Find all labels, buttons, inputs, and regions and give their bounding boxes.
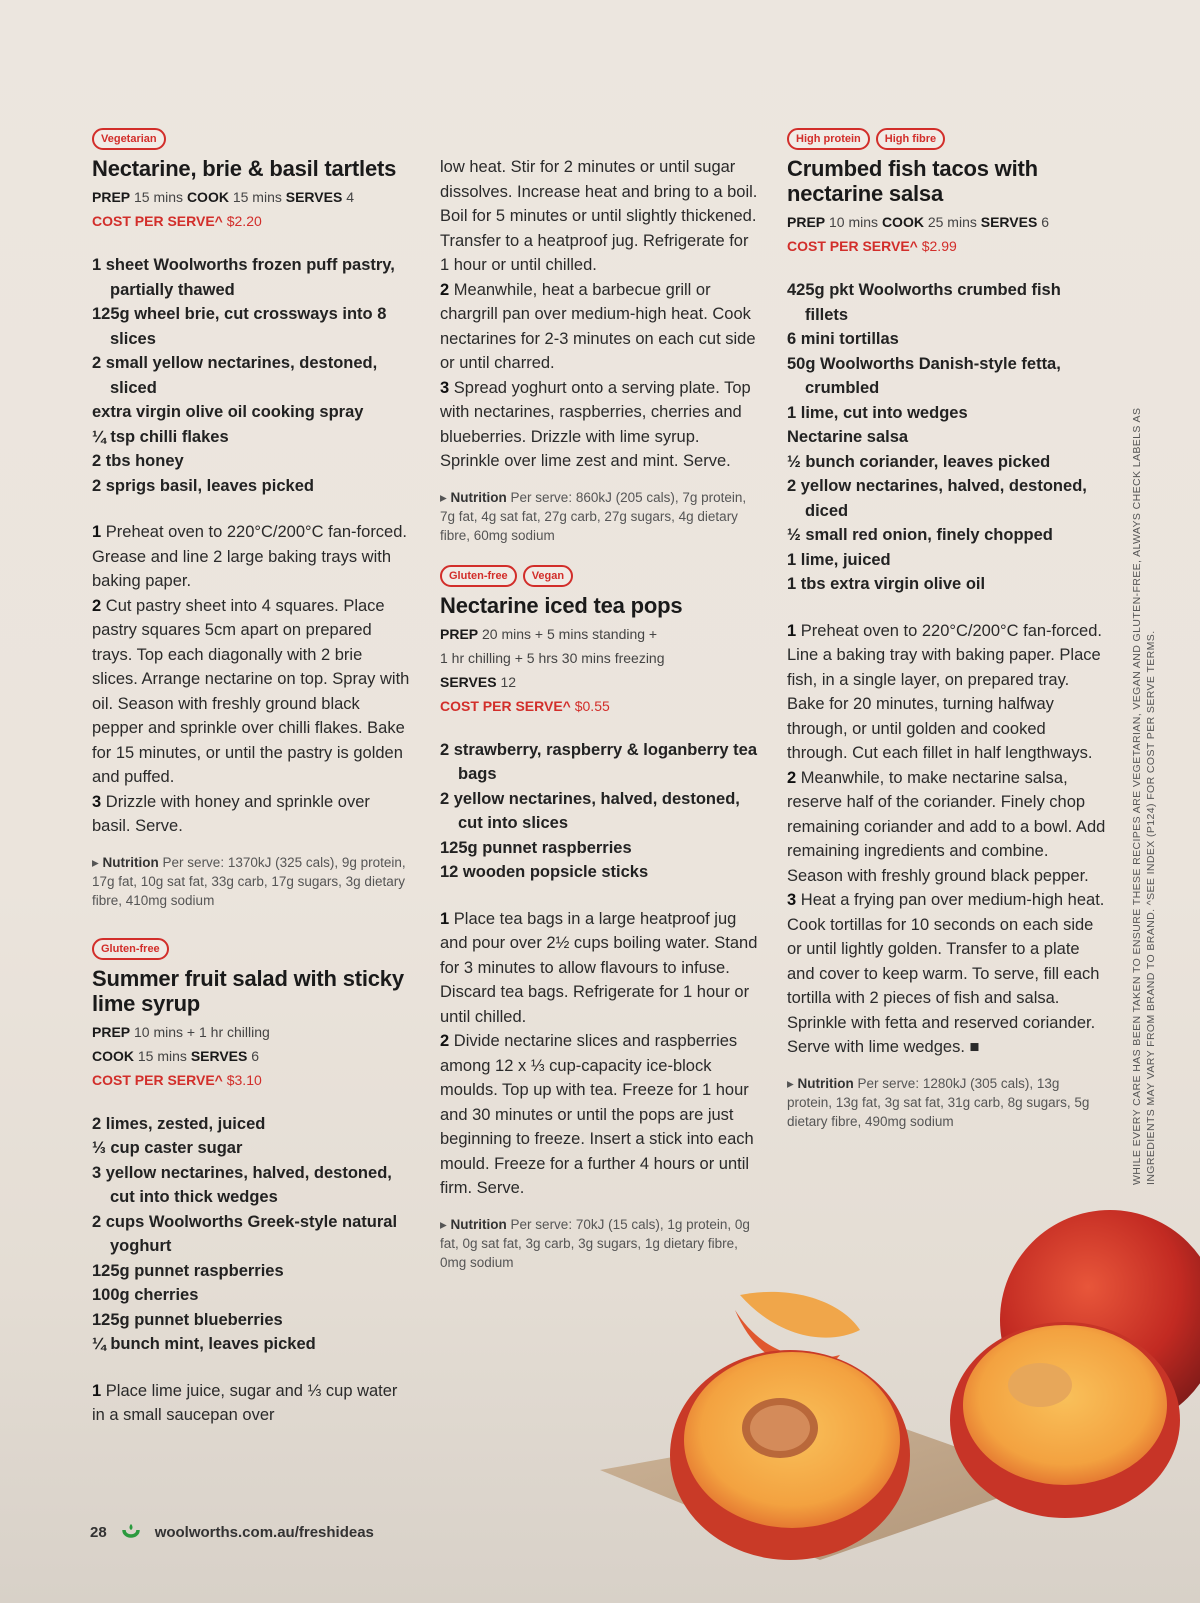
recipe-title: Crumbed fish tacos with nectarine salsa: [787, 156, 1038, 206]
ingredient: 2 yellow nectarines, halved, destoned, diced: [787, 477, 1087, 520]
ingredient: ½ bunch coriander, leaves picked: [787, 452, 1051, 471]
nutrition-info: ▸ Nutrition Per serve: 1280kJ (305 cals), 13g protein, 13g fat, 3g sat fat, 31g carb, 8g sugars, 5g dietary fibre, 490mg sodium: [787, 1075, 1090, 1129]
ingredient-list: [440, 738, 760, 885]
ingredient: 2 small yellow nectarines, destoned, sliced: [92, 354, 378, 397]
ingredient: 2 sprigs basil, leaves picked: [92, 476, 314, 495]
ingredient: 1 lime, juiced: [787, 550, 891, 569]
method-step: 2 Meanwhile, heat a barbecue grill or chargrill pan over medium-high heat. Cook nectarines for 2-3 minutes on each cut side or until charred.: [440, 280, 756, 372]
ingredient: 100g cherries: [92, 1286, 199, 1304]
recipe-meta: PREP 15 mins COOK 15 mins SERVES 4: [92, 189, 354, 205]
ingredient: 125g wheel brie, cut crossways into 8 slices: [92, 305, 387, 348]
method-step: 1 Preheat oven to 220°C/200°C fan-forced. Line a baking tray with baking paper. Place fish, in a single layer, on prepared tray. Bake for 20 minutes, turning halfway through, or until golden and cooked through. Cut each fillet in half lengthways.: [787, 621, 1102, 762]
ingredient-list: [92, 1112, 412, 1357]
ingredient-list: [92, 253, 412, 498]
recipe-meta: PREP 20 mins + 5 mins standing +: [440, 625, 658, 642]
disclaimer-note: WHILE EVERY CARE HAS BEEN TAKEN TO ENSURE THESE RECIPES ARE VEGETARIAN, VEGAN AND GLUTEN-FREE, ALWAYS CHECK LABELS AS INGREDIENTS MAY VARY FROM BRAND TO BRAND. ^SEE INDEX (P124) FOR COST PER SERVE TERMS.: [1131, 407, 1157, 1185]
column-3: [787, 128, 1107, 1131]
method: [787, 619, 1107, 1060]
tag-high-protein: High protein: [787, 128, 870, 150]
ingredient: ½ small red onion, finely chopped: [787, 526, 1053, 544]
recipe-meta: PREP 10 mins COOK 25 mins SERVES 6: [787, 214, 1049, 230]
method-step: 1 Preheat oven to 220°C/200°C fan-forced. Grease and line 2 large baking trays with baking paper.: [92, 523, 407, 590]
page-number: 28: [90, 1523, 107, 1541]
method-continued: low heat. Stir for 2 minutes or until sugar dissolves. Increase heat and bring to a boil. Boil for 5 minutes or until slightly thickened. Transfer to a heatproof jug. Refrigerate for 1 hour or until chilled. 2 Meanwhile, heat a barbecue grill or chargrill pan over medium-high heat. Cook nectarines for 2-3 minutes on each cut side or until charred. 3 Spread yoghurt onto a serving plate. Top with nectarines, raspberries, cherries and blueberries. Drizzle with lime syrup. Sprinkle over lime zest and mint. Serve.: [440, 155, 760, 474]
tag-gluten-free: Gluten-free: [440, 565, 517, 587]
ingredient: 125g punnet raspberries: [92, 1261, 284, 1280]
method: [440, 907, 760, 1201]
ingredient: 125g punnet blueberries: [92, 1310, 283, 1329]
ingredient: extra virgin olive oil cooking spray: [92, 403, 364, 421]
ingredient: 125g punnet raspberries: [440, 838, 632, 857]
method-step: 1 Place lime juice, sugar and ⅓ cup water in a small saucepan over: [92, 1381, 398, 1424]
method-step: 2 Divide nectarine slices and raspberries among 12 x ⅓ cup-capacity ice-block moulds. Top up with tea. Freeze for 1 hour and 30 minutes or until the pops are just beginning to freeze. Insert a stick into each mould. Freeze for a further 4 hours or until firm. Serve.: [440, 1032, 754, 1197]
recipe-title: Summer fruit salad with sticky lime syrup: [92, 965, 404, 1016]
column-1: [92, 128, 412, 1428]
ingredient: 425g pkt Woolworths crumbed fish fillets: [787, 281, 1061, 324]
tag-high-fibre: High fibre: [876, 128, 945, 150]
method: [92, 520, 412, 839]
ingredient-subheading: Nectarine salsa: [787, 428, 909, 446]
ingredient: 3 yellow nectarines, halved, destoned, cut into thick wedges: [92, 1163, 392, 1206]
recipe-meta: 1 hr chilling + 5 hrs 30 mins freezing: [440, 649, 665, 666]
ingredient: 2 yellow nectarines, halved, destoned, cut into slices: [440, 789, 740, 832]
ingredient: 2 strawberry, raspberry & loganberry tea bags: [440, 740, 757, 783]
recipe-title: Nectarine iced tea pops: [440, 592, 683, 618]
recipe-meta: PREP 10 mins + 1 hr chilling: [92, 1023, 270, 1040]
ingredient: 2 cups Woolworths Greek-style natural yoghurt: [92, 1212, 398, 1255]
woolworths-logo-icon: [121, 1522, 141, 1542]
ingredient: 12 wooden popsicle sticks: [440, 863, 649, 881]
ingredient: ¼ bunch mint, leaves picked: [92, 1335, 316, 1353]
method-step: 3 Spread yoghurt onto a serving plate. Top with nectarines, raspberries, cherries and blueberries. Drizzle with lime syrup. Sprinkle over lime zest and mint. Serve.: [440, 378, 751, 470]
recipe-meta: COOK 15 mins SERVES 6: [92, 1047, 260, 1064]
nutrition-info: ▸ Nutrition Per serve: 860kJ (205 cals), 7g protein, 7g fat, 4g sat fat, 27g carb, 27g sugars, 4g dietary fibre, 60mg sodium: [440, 489, 747, 543]
method: [92, 1379, 412, 1428]
method-step: 1 Place tea bags in a large heatproof jug and pour over 2½ cups boiling water. Stand for 3 minutes to allow flavours to infuse. Discard tea bags. Refrigerate for 1 hour or until chilled.: [440, 909, 758, 1026]
ingredient: 1 tbs extra virgin olive oil: [787, 575, 986, 593]
ingredient: 2 tbs honey: [92, 452, 184, 470]
ingredient-list: [787, 278, 1107, 597]
cost-per-serve: COST PER SERVE^ $2.20: [92, 213, 262, 229]
page-footer: [90, 1522, 374, 1542]
nutrition-info: ▸ Nutrition Per serve: 70kJ (15 cals), 1g protein, 0g fat, 0g sat fat, 3g carb, 3g sugars, 1g dietary fibre, 0mg sodium: [440, 1216, 750, 1270]
ingredient: 6 mini tortillas: [787, 330, 899, 348]
method-step: 2 Meanwhile, to make nectarine salsa, reserve half of the coriander. Finely chop remaining coriander and add to a bowl. Add remaining ingredients and combine. Season with freshly ground black pepper.: [787, 768, 1106, 885]
ingredient: ¼ tsp chilli flakes: [92, 427, 229, 446]
method-step: 2 Cut pastry sheet into 4 squares. Place pastry squares 5cm apart on prepared trays. Top each diagonally with 2 brie slices. Arrange nectarine on top. Spray with oil. Season with freshly ground black pepper and sprinkle over chilli flakes. Bake for 15 minutes, or until the pastry is golden and puffed.: [92, 596, 410, 786]
cost-per-serve: COST PER SERVE^ $2.99: [787, 238, 957, 254]
ingredient: 50g Woolworths Danish-style fetta, crumbled: [787, 354, 1061, 397]
tag-vegan: Vegan: [523, 565, 573, 587]
ingredient: 1 lime, cut into wedges: [787, 403, 968, 422]
tag-gluten-free: Gluten-free: [92, 938, 169, 960]
nutrition-info: ▸ Nutrition Per serve: 1370kJ (325 cals), 9g protein, 17g fat, 10g sat fat, 33g carb, 17g sugars, 3g dietary fibre, 410mg sodium: [92, 854, 406, 908]
method-step: 3 Heat a frying pan over medium-high heat. Cook tortillas for 10 seconds on each side or until lightly golden. Transfer to a plate and cover to keep warm. To serve, fill each tortilla with 2 pieces of fish and salsa. Sprinkle with fetta and reserved coriander. Serve with lime wedges. ■: [787, 891, 1105, 1056]
website-link[interactable]: woolworths.com.au/freshideas: [154, 1523, 374, 1541]
recipe-title: Nectarine, brie & basil tartlets: [92, 156, 397, 181]
ingredient: 1 sheet Woolworths frozen puff pastry, partially thawed: [92, 256, 395, 299]
ingredient: 2 limes, zested, juiced: [92, 1114, 266, 1133]
tag-vegetarian: Vegetarian: [92, 128, 166, 150]
cost-per-serve: COST PER SERVE^ $0.55: [440, 697, 610, 714]
recipe-meta: SERVES 12: [440, 673, 517, 690]
cost-per-serve: COST PER SERVE^ $3.10: [92, 1071, 262, 1088]
ingredient: ⅓ cup caster sugar: [92, 1139, 243, 1157]
method-step: 3 Drizzle with honey and sprinkle over basil. Serve.: [92, 792, 370, 835]
column-2: [440, 155, 760, 1272]
